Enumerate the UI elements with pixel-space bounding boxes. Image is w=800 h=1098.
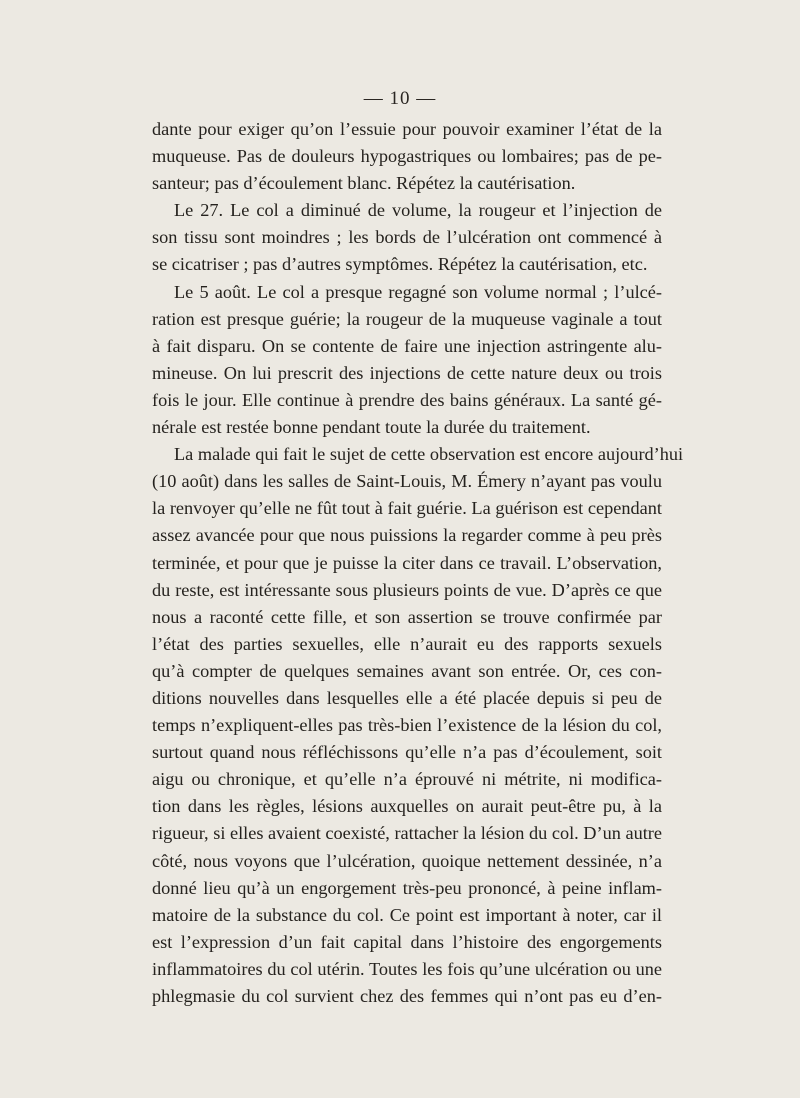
text-line: temps n’expliquent-elles pas très-bien l’existence de la lésion du col, bbox=[152, 715, 662, 736]
body-text bbox=[152, 116, 684, 1010]
text-line: Le 27. Le col a diminué de volume, la rougeur et l’injection de bbox=[174, 200, 662, 221]
text-line: santeur; pas d’écoulement blanc. Répétez la cautérisation. bbox=[152, 173, 576, 194]
text-line: côté, nous voyons que l’ulcération, quoique nettement dessinée, n’a bbox=[152, 850, 662, 871]
text-line: muqueuse. Pas de douleurs hypogastriques ou lombaires; pas de pe- bbox=[152, 146, 662, 167]
text-line: ditions nouvelles dans lesquelles elle a été placée depuis si peu de bbox=[152, 687, 662, 708]
text-line: qu’à compter de quelques semaines avant son entrée. Or, ces con- bbox=[152, 660, 662, 681]
text-line: assez avancée pour que nous puissions la regarder comme à peu près bbox=[152, 525, 662, 546]
text-line: tion dans les règles, lésions auxquelles on aurait peut-être pu, à la bbox=[152, 796, 662, 817]
text-line: fois le jour. Elle continue à prendre des bains généraux. La santé gé- bbox=[152, 389, 662, 410]
page-number: — 10 — bbox=[363, 88, 437, 109]
text-line: donné lieu qu’à un engorgement très-peu prononcé, à peine inflam- bbox=[152, 877, 662, 898]
text-line: phlegmasie du col survient chez des femmes qui n’ont pas eu d’en- bbox=[152, 986, 662, 1006]
text-line: La malade qui fait le sujet de cette observation est encore aujourd’hui bbox=[174, 444, 684, 465]
text-line: du reste, est intéressante sous plusieurs points de vue. D’après ce que bbox=[152, 579, 662, 600]
text-line: aigu ou chronique, et qu’elle n’a éprouvé ni métrite, ni modifica- bbox=[152, 769, 662, 790]
text-line: nous a raconté cette fille, et son assertion se trouve confirmée par bbox=[152, 606, 662, 627]
text-line: se cicatriser ; pas d’autres symptômes. Répétez la cautérisation, etc. bbox=[152, 254, 648, 275]
text-line: inflammatoires du col utérin. Toutes les fois qu’une ulcération ou une bbox=[152, 958, 662, 979]
text-line: son tissu sont moindres ; les bords de l’ulcération ont commencé à bbox=[152, 227, 662, 248]
text-line: l’état des parties sexuelles, elle n’aurait eu des rapports sexuels bbox=[152, 633, 662, 654]
text-line: mineuse. On lui prescrit des injections de cette nature deux ou trois bbox=[152, 362, 662, 383]
text-line: terminée, et pour que je puisse la citer dans ce travail. L’observation, bbox=[152, 552, 662, 573]
text-line: surtout quand nous réfléchissons qu’elle n’a pas d’écoulement, soit bbox=[152, 742, 662, 763]
text-line: dante pour exiger qu’on l’essuie pour pouvoir examiner l’état de la bbox=[152, 119, 662, 139]
text-line: ration est presque guérie; la rougeur de la muqueuse vaginale a tout bbox=[152, 308, 662, 329]
text-line: matoire de la substance du col. Ce point est important à noter, car il bbox=[152, 904, 662, 925]
text-line: est l’expression d’un fait capital dans l’histoire des engorgements bbox=[152, 931, 662, 952]
text-line: rigueur, si elles avaient coexisté, rattacher la lésion du col. D’un autre bbox=[152, 823, 662, 844]
text-line: (10 août) dans les salles de Saint-Louis, M. Émery n’ayant pas voulu bbox=[152, 471, 662, 492]
text-line: Le 5 août. Le col a presque regagné son volume normal ; l’ulcé- bbox=[174, 281, 662, 302]
text-line: à fait disparu. On se contente de faire une injection astringente alu- bbox=[152, 335, 662, 356]
text-line: nérale est restée bonne pendant toute la durée du traitement. bbox=[152, 417, 591, 438]
text-line: la renvoyer qu’elle ne fût tout à fait guérie. La guérison est cependant bbox=[152, 498, 662, 519]
